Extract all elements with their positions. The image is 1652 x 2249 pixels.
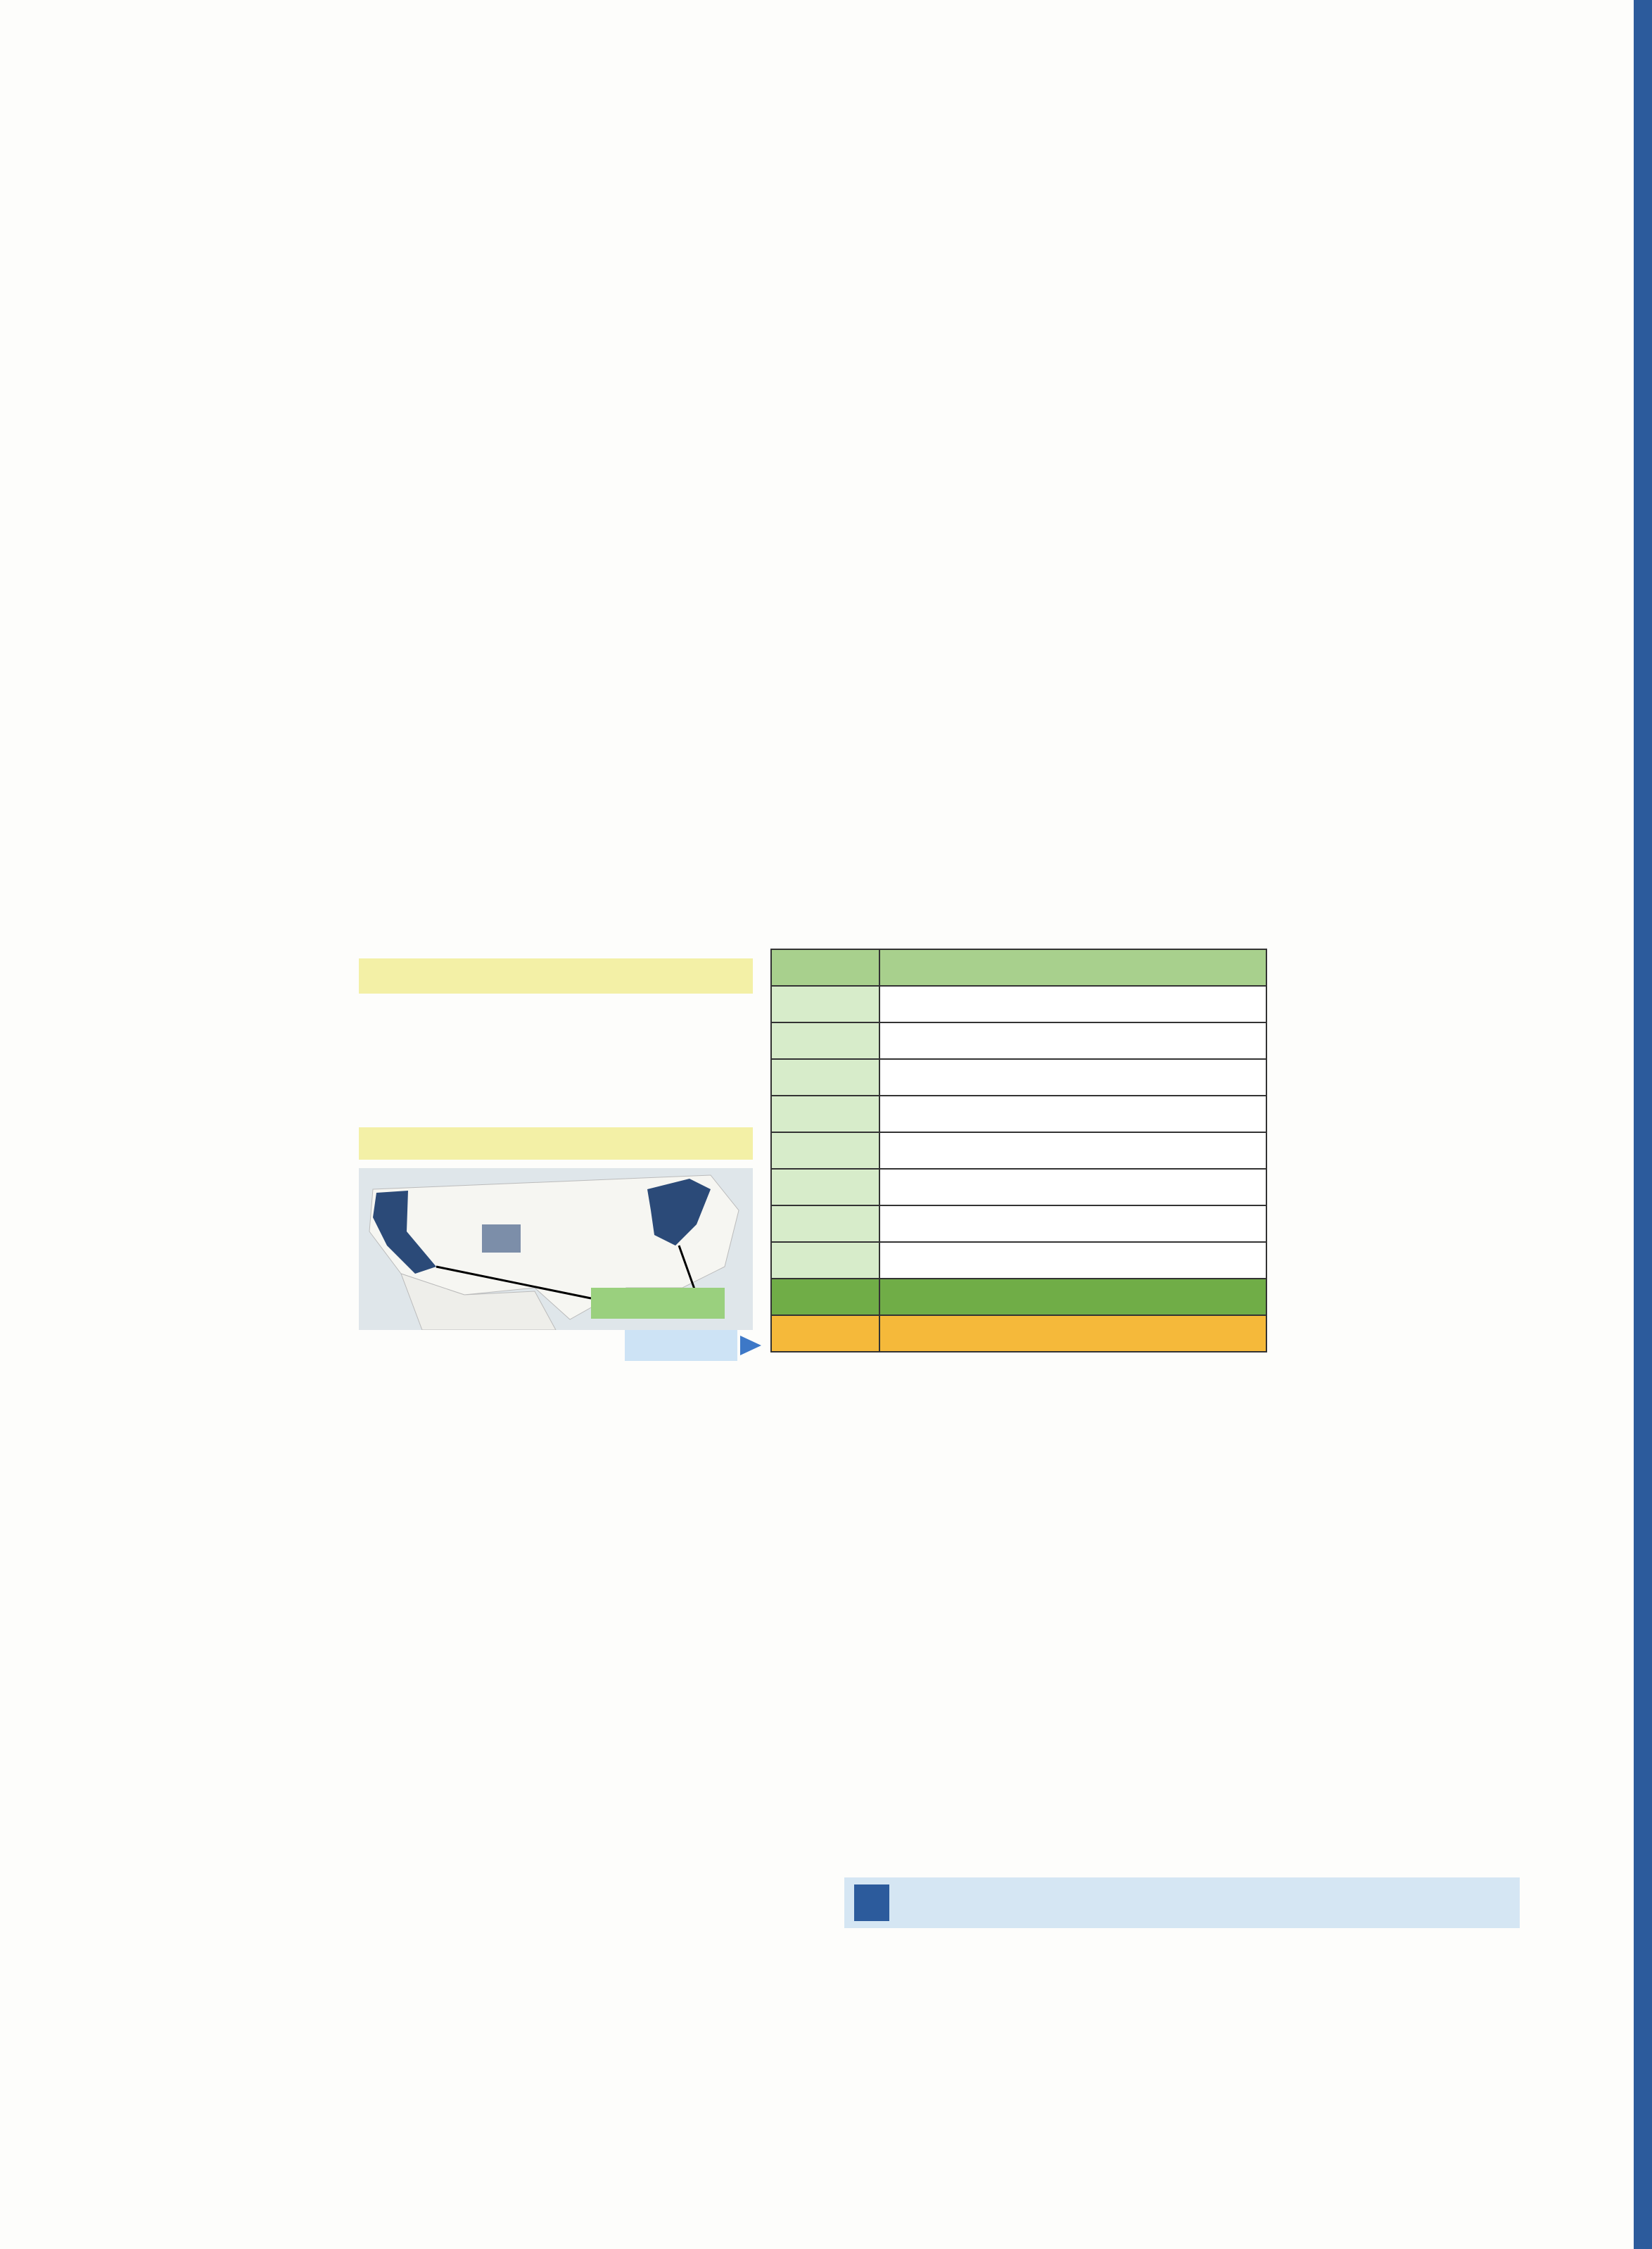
table-row [771,1242,1266,1279]
table-cell-ratio [879,1279,1266,1315]
table-header-my [771,949,879,986]
table-cell-my [771,1242,879,1279]
table-row [771,1279,1266,1315]
table-cell-ratio [879,986,1266,1022]
table-cell-ratio [879,1169,1266,1205]
table-cell-my [771,1132,879,1169]
table-cell-ratio [879,1022,1266,1059]
additional-announcement-label [625,1330,737,1361]
table-row [771,1169,1266,1205]
table-header-ratio [879,949,1266,986]
table-row [771,1022,1266,1059]
table-row [771,1096,1266,1132]
table-cell-my [771,986,879,1022]
table-cell-ratio [879,1315,1266,1352]
table-row [771,1132,1266,1169]
table-cell-ratio [879,1242,1266,1279]
table-row [771,986,1266,1022]
table-row [771,1205,1266,1242]
zev-box-title [359,958,753,994]
table-row [771,1059,1266,1096]
colorado-highlight [482,1224,521,1253]
table-cell-ratio [879,1205,1266,1242]
table-cell-my [771,1059,879,1096]
table-cell-my [771,1279,879,1315]
zev-states-label [359,1127,753,1160]
table-row [771,1315,1266,1352]
table-cell-my [771,1169,879,1205]
table-cell-my [771,1315,879,1352]
table-cell-my [771,1022,879,1059]
table-cell-my [771,1205,879,1242]
section-heading-bar [844,1877,1520,1928]
figure1-chart [324,190,1295,725]
introduced-states-label [591,1288,725,1319]
table-cell-ratio [879,1132,1266,1169]
table-header-row [771,949,1266,986]
table-cell-ratio [879,1059,1266,1096]
table-cell-ratio [879,1096,1266,1132]
page-edge-bar [1634,0,1652,2249]
table-cell-my [771,1096,879,1132]
arrow-right-icon [740,1336,761,1355]
zev-ratio-table [770,949,1267,1352]
section-number [854,1884,889,1921]
